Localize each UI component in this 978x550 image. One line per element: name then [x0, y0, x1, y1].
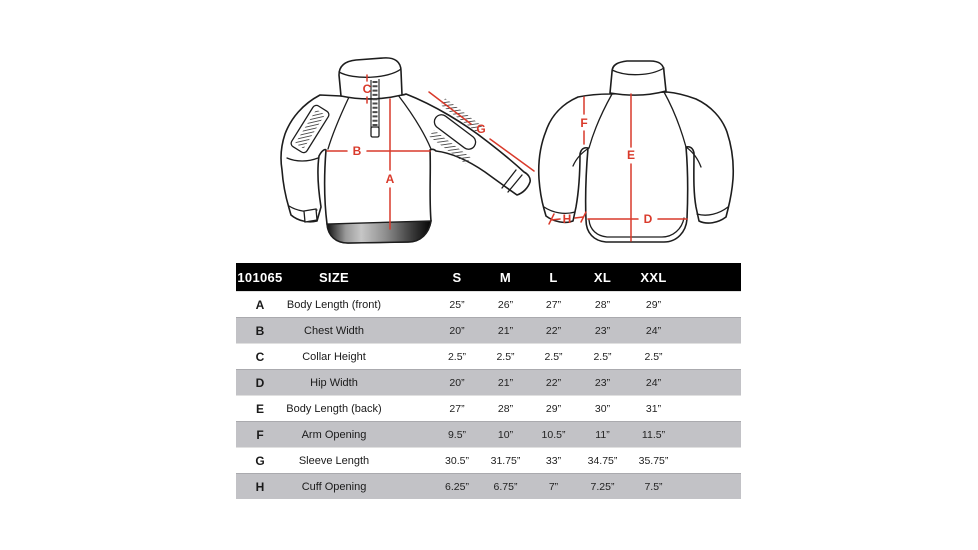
table-row: [236, 291, 741, 317]
measure-label-e: E: [626, 148, 636, 162]
row-letter: E: [255, 401, 264, 416]
row-value-l: 22”: [545, 376, 562, 389]
col-header-m: M: [499, 269, 512, 285]
row-letter: F: [256, 427, 264, 442]
row-value-xl: 23”: [594, 376, 611, 389]
back-collar: [610, 61, 666, 95]
back-jacket-drawing: [539, 61, 733, 242]
zipper-pull: [371, 127, 379, 137]
row-value-l: 10.5”: [541, 428, 566, 441]
measure-label-c: C: [362, 82, 372, 96]
row-value-m: 21”: [497, 376, 514, 389]
garment-diagrams: [230, 40, 790, 260]
row-letter: H: [255, 479, 265, 494]
row-letter: D: [255, 375, 265, 390]
measure-label-h: H: [562, 212, 572, 226]
row-value-xxl: 2.5”: [644, 350, 663, 363]
measure-label-b: B: [352, 144, 362, 158]
row-name: Sleeve Length: [298, 454, 370, 467]
row-value-m: 28”: [497, 402, 514, 415]
row-value-xl: 7.25”: [590, 480, 615, 493]
row-name: Arm Opening: [301, 428, 367, 441]
front-left-cuff-tab: [304, 209, 317, 222]
row-value-xxl: 31”: [645, 402, 662, 415]
row-value-l: 33”: [545, 454, 562, 467]
row-value-xxl: 35.75”: [638, 454, 669, 467]
measure-label-a: A: [385, 172, 395, 186]
row-value-l: 7”: [548, 480, 559, 493]
row-value-s: 20”: [449, 324, 465, 337]
front-jacket-drawing: [281, 58, 534, 243]
row-name: Body Length (back): [286, 402, 382, 415]
row-value-m: 10”: [497, 428, 514, 441]
row-value-m: 2.5”: [496, 350, 515, 363]
row-letter: B: [255, 323, 265, 338]
col-header-l: L: [549, 269, 558, 285]
row-value-xl: 2.5”: [593, 350, 612, 363]
table-row: [236, 421, 741, 447]
row-value-m: 26”: [497, 298, 514, 311]
product-id: 101065: [237, 269, 283, 285]
table-row: [236, 317, 741, 343]
row-value-s: 6.25”: [445, 480, 469, 493]
size-header-label: SIZE: [318, 269, 350, 285]
row-letter: G: [255, 453, 265, 468]
col-header-xxl: XXL: [640, 269, 667, 285]
table-row: [236, 473, 741, 499]
row-value-s: 9.5”: [447, 428, 467, 441]
row-value-s: 25”: [449, 298, 465, 311]
size-table-header: [236, 263, 741, 291]
size-table: [236, 263, 741, 499]
row-value-xl: 23”: [594, 324, 611, 337]
row-value-s: 30.5”: [445, 454, 469, 467]
row-value-s: 27”: [449, 402, 465, 415]
row-value-xxl: 7.5”: [644, 480, 663, 493]
row-value-xxl: 29”: [645, 298, 662, 311]
row-value-m: 31.75”: [490, 454, 521, 467]
row-name: Hip Width: [310, 376, 358, 389]
measure-label-f: F: [580, 116, 588, 130]
front-hem-band: [327, 221, 431, 243]
row-name: Body Length (front): [286, 298, 382, 311]
row-value-m: 6.75”: [493, 480, 518, 493]
row-value-m: 21”: [497, 324, 514, 337]
row-value-xxl: 24”: [645, 376, 662, 389]
row-value-xl: 30”: [594, 402, 611, 415]
row-value-xl: 34.75”: [587, 454, 618, 467]
row-value-l: 29”: [545, 402, 562, 415]
table-row: [236, 447, 741, 473]
table-row: [236, 369, 741, 395]
row-value-l: 2.5”: [544, 350, 563, 363]
row-value-xxl: 11.5”: [641, 428, 666, 441]
row-value-s: 2.5”: [447, 350, 467, 363]
row-value-l: 27”: [545, 298, 562, 311]
row-name: Cuff Opening: [301, 480, 367, 493]
row-name: Chest Width: [304, 324, 364, 337]
row-value-l: 22”: [545, 324, 562, 337]
col-header-s: S: [452, 269, 462, 285]
measure-label-g: G: [476, 122, 486, 136]
row-value-xl: 28”: [594, 298, 611, 311]
row-value-xl: 11”: [595, 428, 610, 441]
row-name: Collar Height: [302, 350, 366, 363]
row-letter: C: [255, 349, 265, 364]
col-header-xl: XL: [593, 269, 612, 285]
row-value-s: 20”: [449, 376, 465, 389]
row-letter: A: [255, 297, 265, 312]
table-row: [236, 395, 741, 421]
measure-label-d: D: [643, 212, 653, 226]
table-row: [236, 343, 741, 369]
row-value-xxl: 24”: [645, 324, 662, 337]
